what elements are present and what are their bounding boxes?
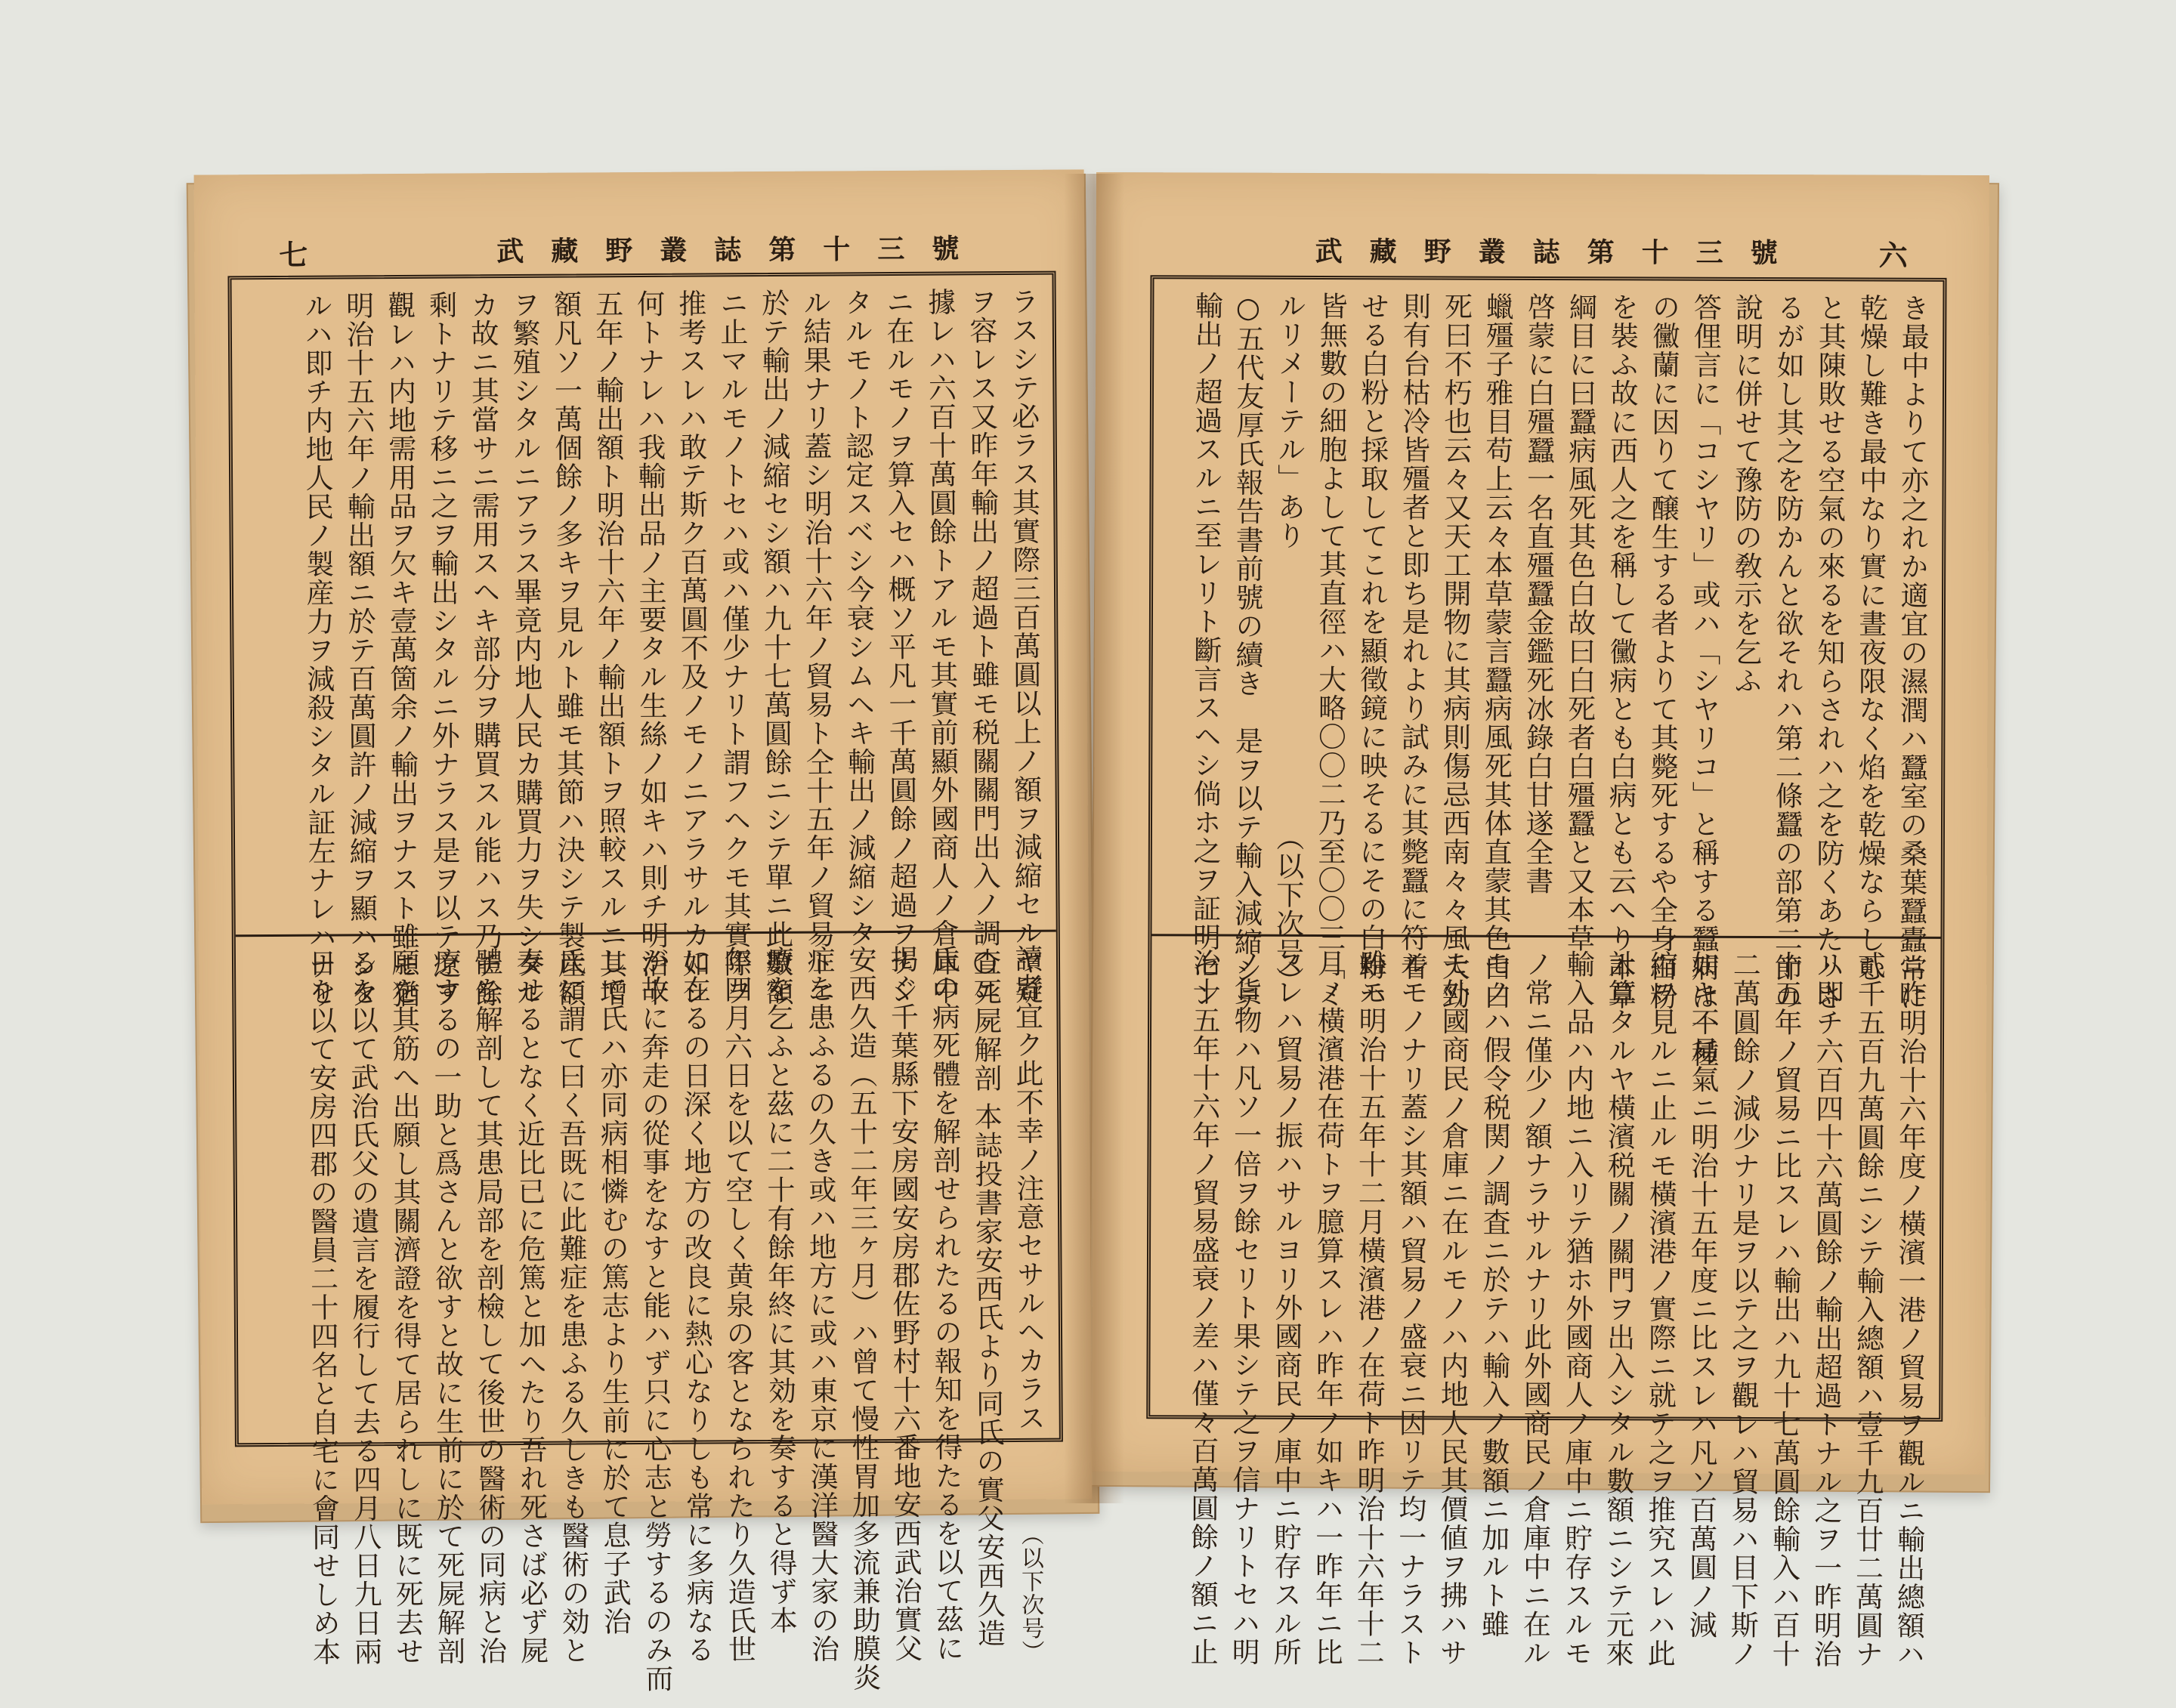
text-column: ニ昨明治十六年度ノ橫濱一港ノ貿易ヲ觀ルニ輸出總額ハ xyxy=(1892,950,1927,1669)
text-column: 安西久造（五十二年三ヶ月）ハ曾て慢性胃加多流兼助膜炎 xyxy=(843,945,881,1692)
text-column: 十五年ノ貿易ニ比スレハ輸出ハ九十七萬圓餘輸入ハ百十 xyxy=(1767,950,1803,1669)
text-column: ルモノナリ蓋シ其額ハ貿易ノ盛衰ニ因リテ均一ナラスト xyxy=(1393,949,1429,1667)
text-column: 奏せるとなく近比已に危篤と加へたり吾れ死さば必ず屍 xyxy=(511,947,549,1666)
text-column: 乾燥し難き最中なり實に晝夜限なく焰を乾燥ならしむ xyxy=(1853,293,1888,983)
bottom-text-block xyxy=(1149,936,1940,1681)
text-column: ノ常ニ僅少ノ額ナラサルナリ此外國商民ノ倉庫中ニ在ル xyxy=(1518,949,1553,1668)
text-column: 輸入品ハ内地ニ入リテ猶ホ外國商人ノ庫中ニ貯存スルモ xyxy=(1559,950,1595,1668)
text-column: 額凡ソ一萬個餘ノ多キヲ見ルト雖モ其節ハ決シテ製産額 xyxy=(549,289,586,1008)
text-column: 計算タルヤ橫濱税關ノ關門ヲ出入シタル數額ニシテ元來 xyxy=(1601,950,1637,1668)
text-column: 掲ぐ千葉縣下安房國安房郡佐野村十六番地安西武治實父 xyxy=(885,944,923,1663)
text-column: るを以て武治氏父の遺言を履行して去る四月八日九日兩 xyxy=(345,948,382,1666)
running-head: 武藏野叢誌第十三號 xyxy=(1315,235,1805,270)
text-column: ラスシテ必ラス其實際三百萬圓以上ノ額ヲ減縮セルヤ疑 xyxy=(1006,286,1043,1005)
text-column: スレハ貿易ノ振ハサルヨリ外國商民ノ庫中ニ貯存スル所 xyxy=(1269,948,1304,1666)
text-column: 推考スレハ敢テ斯ク百萬圓不及ノモノニアラサルカ如シ xyxy=(673,289,711,1007)
top-text-block xyxy=(231,275,1056,1009)
text-column: 雖モ明治十五年十二月橫濱港ノ在荷ト昨明治十六年十二 xyxy=(1352,949,1387,1667)
text-column: 據レハ六百十萬圓餘トアルモ其實前顯外國商人ノ倉庫中 xyxy=(923,287,960,1005)
text-column: ルリメーテル」あり （以下次号） xyxy=(1271,291,1306,996)
text-column: 明治十五六年ノ輸出額ニ於テ百萬圓許ノ減縮ヲ顯ハシタ xyxy=(341,291,379,1009)
text-column: 則有台枯冷皆殭者と即ち是れより試みに其斃蠶に符着 xyxy=(1396,292,1431,981)
column-text: 讀者宜ク此不幸ノ注意セサルヘカラス xyxy=(1009,944,1046,1433)
text-column: 體を解剖して其患局部を剖檢して後世の醫術の同病と治 xyxy=(469,947,507,1666)
text-column: 綱目に曰蠶病風死其色白故曰白死者白殭蠶と又本草 xyxy=(1562,292,1597,953)
text-column: ルハ即チ内地人民ノ製産力ヲ減殺シタル証左ナレハナリ xyxy=(299,291,337,1009)
text-column: 何トナレハ我輸出品ノ主要タル生絲ノ如キハ則チ明治十 xyxy=(632,289,669,1008)
right-page xyxy=(1092,172,1989,1669)
text-column: ニ止マルモノトセハ或ハ僅少ナリト謂フヘクモ其實際ヲ xyxy=(715,289,753,1007)
text-frame xyxy=(1146,275,1946,1669)
text-column: 治十五年十六年ノ貿易盛衰ノ差ハ僅々百萬圓餘ノ額ニ止 xyxy=(1185,948,1221,1666)
text-column: 觀レハ内地需用品ヲ欠キ壹萬箇余ノ輸出ヲナスト雖モ猶 xyxy=(382,290,420,1009)
text-column: ○五代友厚氏報告書前號の續き 是ヲ以テ輸入減縮シテ xyxy=(1229,291,1265,1014)
text-column: して氏ハ亦同病相憐むの篤志より生前に於て息子武治 xyxy=(594,947,632,1636)
top-text-block xyxy=(1151,279,1943,1068)
text-column: ニ在ルモノヲ算入セハ概ソ平凡一千萬圓餘ノ超過ヲナシ xyxy=(881,287,919,1006)
text-column: モ外國商民ノ倉庫ニ在ルモノハ内地人民其價値ヲ拂ハサ xyxy=(1435,949,1470,1667)
text-column: 願を其筋へ出願し其關濟證を得て居られしに既に死去せ xyxy=(386,947,424,1666)
text-column: 五年ノ輸出額ト明治十六年ノ輸出額トヲ照較スルニ其增 xyxy=(590,289,628,1008)
continued-note: （以下次号） xyxy=(1016,1522,1044,1663)
text-column: 症を患ふるの久き或ハ地方に或ハ東京に漢洋醫大家の治 xyxy=(802,945,839,1663)
text-column: 死曰不朽也云々又天工開物に其病則傷忌西南々々風大勁 xyxy=(1437,292,1473,1010)
text-column: せる白粉と採取してこれを顯徵鏡に映そるにその白粉ハ xyxy=(1354,292,1389,1010)
text-column: 皆無數の細胞よして其直徑ハ大略〇〇二乃至〇〇三「ミ xyxy=(1312,291,1348,1010)
text-column: ノ貨物ハ凡ソ一倍ヲ餘セリト果シテ之ヲ信ナリトセハ明 xyxy=(1227,948,1263,1666)
text-column: 答俚言に「コシヤリ」或ハ「シヤリコ」と稱する蠶病は一種 xyxy=(1686,292,1722,1068)
text-column: 說明に併せて豫防の敎示を乞ふ xyxy=(1729,292,1763,696)
text-frame xyxy=(227,271,1062,1694)
text-column: 於テ輸出ノ減縮セシ額ハ九十七萬圓餘ニシテ單ニ此數額 xyxy=(756,288,794,1007)
text-column: ル結果ナリ蓋シ明治十六年ノ貿易ト仝十五年ノ貿易トニ xyxy=(798,288,836,1006)
text-column: 氏に謂て曰く吾既に此難症を患ふる久しきも醫術の効と xyxy=(552,947,590,1665)
text-column: カ故ニ其當サニ需用スヘキ部分ヲ購買スル能ハス乃チ餘 xyxy=(465,290,503,1008)
left-page xyxy=(194,169,1093,1694)
text-column: 療するの一助と爲さんと欲すと故に生前に於て死屍解剖 xyxy=(428,947,465,1666)
text-column: 月ノ橫濱港在荷トヲ臆算スレハ昨年ノ如キハ一昨年ニ比 xyxy=(1310,948,1346,1667)
text-column xyxy=(1006,944,1052,1691)
text-column: 氏の病死體を解剖せられたるの報知を得たるを以て茲に xyxy=(926,944,964,1663)
text-column: るが如し其之を防かんと欲それハ第二條蠶の部第二節の xyxy=(1770,293,1805,1012)
text-column: ○死屍解剖 本誌投書家安西氏より同氏の實父安西久造 xyxy=(968,944,1006,1648)
text-column: 啓蒙に白殭蠶一名直殭蠶金鑑死冰錄白甘遂全書 xyxy=(1520,292,1556,896)
text-column: の黴蘭に因りて醸生する者よりて其斃死するや全身白粉 xyxy=(1645,292,1680,1011)
text-column: タルモノト認定スベシ今衰シムヘキ輸出ノ減縮シタ xyxy=(839,288,876,949)
text-column: 剩トナリテ移ニ之ヲ輸出シタルニ外ナラス是ヲ以テ之ヲ xyxy=(424,290,462,1008)
text-column: 療を乞ふと茲に二十有餘年終に其効を奏すると得ず本 xyxy=(760,945,798,1635)
text-column: モノハ假令税関ノ調査ニ於テハ輸入ノ數額ニ加ルト雖 xyxy=(1476,949,1512,1639)
page-number: 七 xyxy=(279,237,308,272)
text-column: 蠟殭子雅目苟上云々本草蒙言蠶病風死其体直蒙其色白白 xyxy=(1479,292,1514,1010)
text-column: 輸出ノ超過スルニ至レリト斷言スヘシ倘ホ之ヲ証明セン xyxy=(1188,291,1223,1009)
text-column: ヲ繁殖シタルニアラス畢竟内地人民カ購買力ヲ失シタル xyxy=(507,289,545,1008)
bottom-text-block xyxy=(236,932,1061,1708)
text-column: 二萬圓餘ノ減少ナリ是ヲ以テ之ヲ觀レハ貿易ハ目下斯ノ xyxy=(1726,950,1761,1669)
text-column: が故に奔走の從事をなすと能ハず只に心志と勞するのみ而 xyxy=(635,946,673,1694)
text-column: に在るの日深く地方の改良に熱心なりしも常に多病なる xyxy=(677,946,715,1664)
text-column: き最中よりて亦之れか適宜の濕潤ハ蠶室の桑葉蠶蠹常に xyxy=(1894,293,1930,1012)
page-number: 六 xyxy=(1878,238,1908,273)
text-column: 貳千五百九萬圓餘ニシテ輸入總額ハ壹千九百廿二萬圓ナ xyxy=(1850,950,1886,1669)
text-column: リ即チ六百四十六萬圓餘ノ輸出超過トナル之ヲ一昨明治 xyxy=(1809,950,1844,1669)
text-column: を裝ふ故に西人之を稱して黴病とも白病とも云へり本草 xyxy=(1603,292,1639,1011)
text-column: 縮ヲ見ルニ止ルモ橫濱港ノ實際ニ就テ之ヲ推究スレハ此 xyxy=(1643,950,1678,1668)
text-column: 如キ不易氣ニ明治十五年度ニ比スレハ凡ソ百萬圓ノ減 xyxy=(1684,950,1720,1639)
text-column: 年四月六日を以て空しく黄泉の客となられたり久造氏世 xyxy=(719,946,756,1664)
text-column: 日を以て安房四郡の醫員二十四名と自宅に會同せしめ本 xyxy=(303,948,341,1666)
text-column: と其陳敗せる空氣の來るを知らされハ之を防くあたハさ xyxy=(1811,293,1847,1012)
running-head: 武藏野叢誌第十三號 xyxy=(496,233,987,268)
book-gutter xyxy=(1064,174,1124,1503)
text-column: ヲ容レス又昨年輸出ノ超過ト雖モ税關關門出入ノ調査ニ xyxy=(964,287,1002,1005)
